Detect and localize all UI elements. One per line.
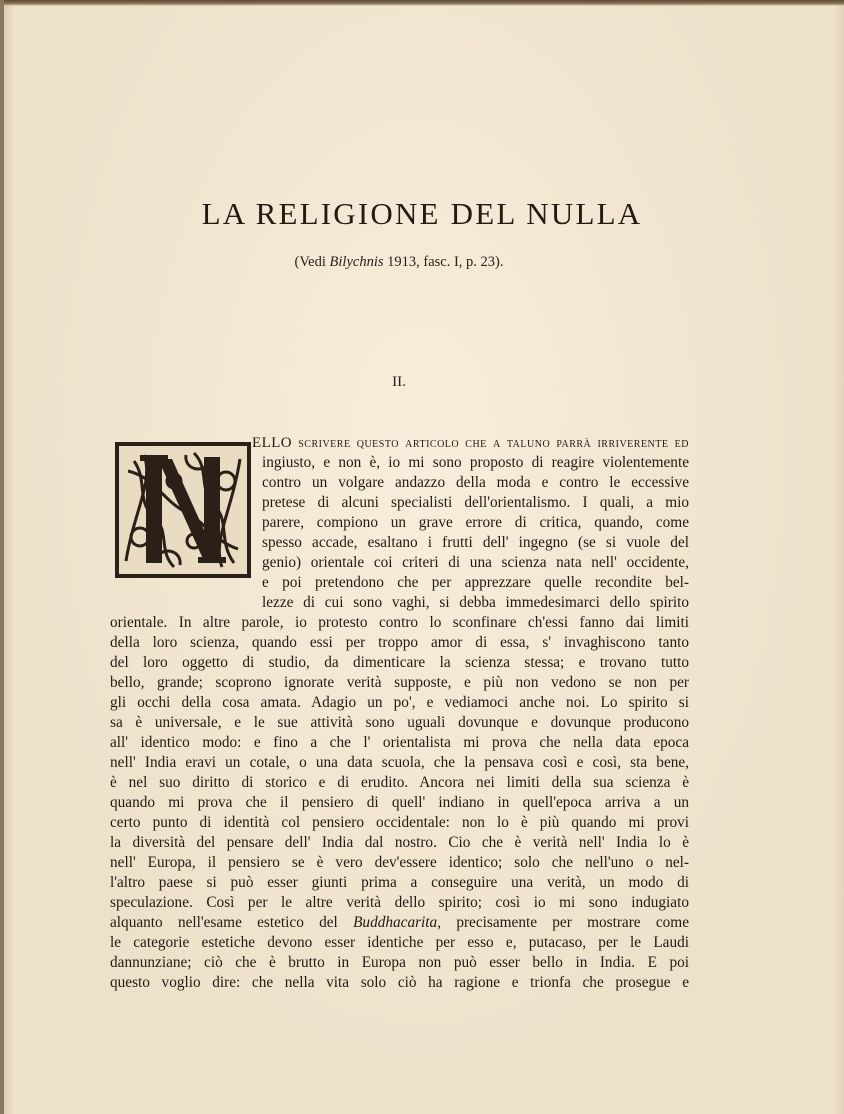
body-line: parere, compiono un grave errore di critica, quando, come <box>262 514 689 531</box>
body-line: del loro oggetto di studio, da dimenticare la scienza stessa; e trovano tutto <box>110 654 689 671</box>
body-line: della loro scienza, quando essi per troppo amor di essa, s' invaghiscono tanto <box>110 634 689 651</box>
body-line: speculazione. Così per le altre verità dello spirito; così io mi sono indugiato <box>110 894 689 911</box>
body-line: gli occhi della cosa amata. Adagio un po', e vediamoci anche noi. Lo spirito si <box>110 694 689 711</box>
subtitle-suffix: 1913, fasc. I, p. 23). <box>383 254 504 270</box>
body-line: dannunziane; ciò che è brutto in Europa non può esser bello in India. E poi <box>110 954 689 971</box>
subtitle-journal: Bilychnis <box>329 254 384 270</box>
body-line: è nel suo diritto di storico e di erudito. Ancora nei limiti della sua scienza è <box>110 774 689 791</box>
body-line: le categorie estetiche devono esser identiche per esso e, putacaso, per le Laudi <box>110 934 689 951</box>
body-line: spesso accade, esaltano i frutti dell' ingegno (se si vuole del <box>262 534 689 551</box>
body-line: ingiusto, e non è, io mi sono proposto di reagire violentemente <box>262 454 689 471</box>
body-line: la diversità del pensare dell' India dal nostro. Cio che è verità nell' India lo è <box>110 834 689 851</box>
body-line: nell' India eravi un cotale, o una data scuola, che la pensava così e così, sta bene, <box>110 754 689 771</box>
section-number: II. <box>392 374 406 390</box>
dropcap-continuation: ELLO scrivere questo articolo che a taluno parrà irriverente ed <box>252 435 689 451</box>
subtitle-prefix: (Vedi <box>294 254 330 270</box>
page-left-edge <box>0 0 4 1114</box>
body-line: quando mi prova che il pensiero di quell' indiano in quell'epoca arriva a un <box>110 794 689 811</box>
body-line: orientale. In altre parole, io protesto contro lo sconfinare ch'essi fanno dai limiti <box>110 614 689 631</box>
article-title: LA RELIGIONE DEL NULLA <box>201 196 643 231</box>
body-line: all' identico modo: e fino a che l' orientalista mi prova che nella data epoca <box>110 734 689 751</box>
italic-work-title: Buddhacarita <box>353 914 438 931</box>
body-line: lezze di cui sono vaghi, si debba immedesimarci dello spirito <box>262 594 689 611</box>
body-line: pretese di alcuni specialisti dell'orientalismo. I quali, a mio <box>262 494 689 511</box>
article-subtitle <box>0 254 798 271</box>
body-line: alquanto nell'esame estetico del Buddhacarita, precisamente per mostrare come <box>110 914 689 931</box>
page-top-edge <box>0 0 844 6</box>
body-line: sa è universale, e le sue attività sono uguali dovunque e dovunque producono <box>110 714 689 731</box>
body-line <box>252 433 689 453</box>
body-line: nell' Europa, il pensiero se è vero dev'essere identico; solo che nell'uno o nel- <box>110 854 689 871</box>
body-line: e poi pretendono che per apprezzare quelle recondite bel- <box>262 574 689 591</box>
body-line: bello, grande; scoprono ignorate verità supposte, e più non vedono se non per <box>110 674 689 691</box>
ornamental-dropcap-icon <box>114 441 252 579</box>
body-line: certo punto di identità col pensiero occidentale: non lo è più quando mi provi <box>110 814 689 831</box>
body-line: questo voglio dire: che nella vita solo ciò ha ragione e trionfa che prosegue e <box>110 974 689 991</box>
body-line: l'altro paese si può esser giunti prima a conseguire una verità, un modo di <box>110 874 689 891</box>
body-line: contro un volgare andazzo della moda e contro le eccessive <box>262 474 689 491</box>
body-line: genio) orientale coi criteri di una scienza nata nell' occidente, <box>262 554 689 571</box>
